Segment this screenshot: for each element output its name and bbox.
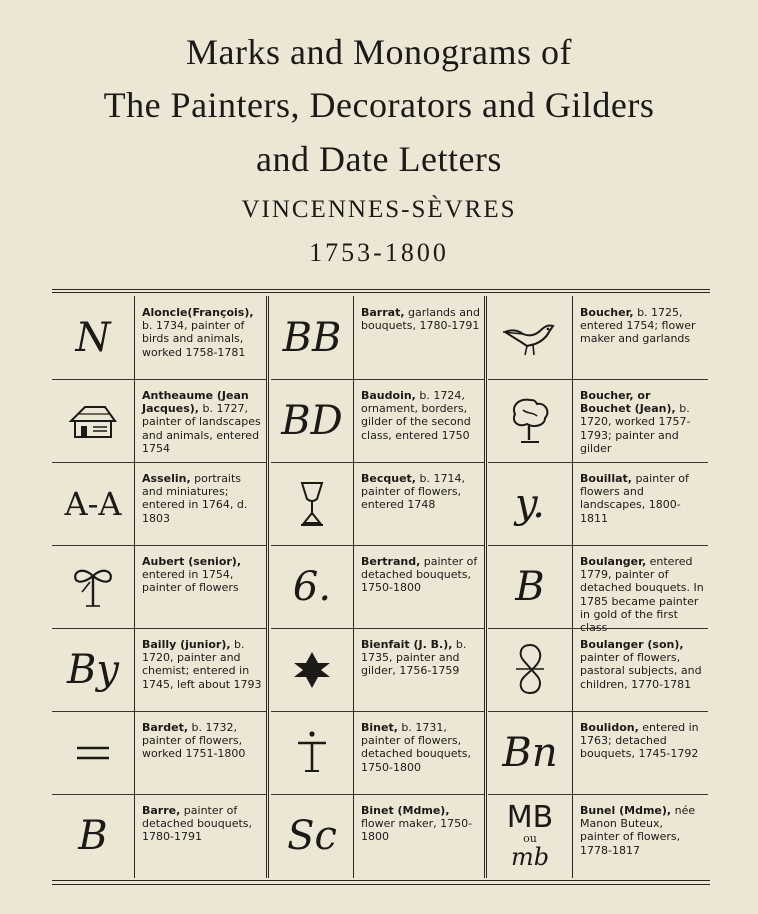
row-divider — [271, 628, 484, 629]
entry-name: Asselin, — [142, 472, 191, 485]
entry-detail: flower maker, 1750-1800 — [361, 817, 473, 844]
entry-description — [572, 711, 708, 794]
column-divider — [134, 296, 135, 878]
row-divider — [52, 379, 266, 380]
goblet-icon — [297, 479, 327, 529]
entry-description — [134, 711, 266, 794]
mark-text-ou: ou — [523, 831, 537, 845]
entry-detail: painter of flowers, pastoral subjects, and children, 1770-1781 — [580, 651, 702, 691]
mark-text-mb: mb — [510, 842, 550, 871]
mark-text: A-A — [64, 484, 122, 523]
row-divider — [52, 711, 266, 712]
entry-description — [134, 296, 266, 379]
row-divider — [271, 379, 484, 380]
bottom-rule — [52, 880, 710, 881]
row-divider — [271, 794, 484, 795]
mark-star-mark — [271, 628, 353, 711]
mark-text: By — [67, 646, 119, 693]
entry-detail: entered in 1754, painter of flowers — [142, 568, 239, 595]
mark-goblet-mark — [271, 462, 353, 545]
mark-script-BD-mark — [271, 379, 353, 462]
bottom-rule-inner — [52, 884, 710, 885]
entry-description — [353, 628, 484, 711]
subtitle: VINCENNES-SÈVRES — [241, 196, 517, 223]
entry-description — [134, 379, 266, 462]
mark-text: 6. — [292, 563, 332, 610]
row-divider — [488, 379, 708, 380]
entry-detail: b. 1714, painter of flowers, entered 1748 — [361, 472, 465, 512]
mark-script-Bn-mark — [488, 711, 572, 794]
entry-detail: b. 1720, worked 1757-1793; painter and gilder — [580, 402, 691, 455]
bird-icon — [501, 318, 559, 358]
mark-text: y. — [515, 480, 545, 527]
entry-detail: painter of detached bouquets, 1750-1800 — [361, 555, 478, 595]
entry-description — [353, 545, 484, 628]
row-divider — [488, 711, 708, 712]
entry-name: Baudoin, — [361, 389, 416, 402]
mark-text: N — [75, 314, 111, 361]
star-icon — [292, 650, 332, 690]
dotted-T-icon — [292, 729, 332, 777]
entry-detail: b. 1731, painter of flowers, detached bouquets, 1750-1800 — [361, 721, 472, 774]
entry-name: Barre, — [142, 804, 181, 817]
top-rule-inner — [52, 292, 710, 293]
entry-name: Boucher, — [580, 306, 634, 319]
entry-detail: entered 1779, painter of detached bouquets. In 1785 became painter in gold of the first class — [580, 555, 704, 635]
row-divider — [52, 545, 266, 546]
entry-detail: b. 1724, ornament, borders, gilder of the second class, entered 1750 — [361, 389, 471, 442]
mark-text: Bn — [502, 729, 558, 776]
row-divider — [52, 794, 266, 795]
entry-detail: b. 1725, entered 1754; flower maker and garlands — [580, 306, 696, 346]
entry-description — [572, 296, 708, 379]
entry-description — [353, 296, 484, 379]
entry-detail: garlands and bouquets, 1780-1791 — [361, 306, 480, 333]
entry-description — [134, 794, 266, 877]
mark-script-BB-mark — [271, 296, 353, 379]
entry-description — [134, 462, 266, 545]
entry-description — [353, 462, 484, 545]
entry-description — [353, 711, 484, 794]
mark-script-B-mark — [52, 794, 134, 877]
entry-description — [134, 628, 266, 711]
row-divider — [488, 628, 708, 629]
entry-name: Boulanger (son), — [580, 638, 684, 651]
entry-name: Bailly (junior), — [142, 638, 231, 651]
entry-name: Antheaume (Jean Jacques), — [142, 389, 249, 416]
entry-name: Boulanger, — [580, 555, 647, 568]
mark-text: B — [78, 812, 108, 859]
entry-description — [572, 379, 708, 462]
mark-text: B — [515, 563, 545, 610]
entry-name: Bienfait (J. B.), — [361, 638, 453, 651]
entry-name: Becquet, — [361, 472, 416, 485]
entry-name: Aloncle(François), — [142, 306, 254, 319]
entry-name: Boucher, or Bouchet (Jean), — [580, 389, 676, 416]
tree-icon — [507, 394, 553, 448]
entry-name: Bunel (Mdme), — [580, 804, 672, 817]
bow-cross-icon — [68, 562, 118, 612]
column-divider — [266, 296, 269, 878]
mark-text: BD — [281, 397, 343, 444]
entry-name: Aubert (senior), — [142, 555, 242, 568]
top-rule — [52, 289, 710, 290]
row-divider — [488, 462, 708, 463]
entry-detail: b. 1732, painter of flowers, worked 1751-1800 — [142, 721, 246, 761]
column-divider — [353, 296, 354, 878]
entry-name: Bertrand, — [361, 555, 421, 568]
row-divider — [488, 545, 708, 546]
row-divider — [52, 628, 266, 629]
entry-detail: entered in 1763; detached bouquets, 1745-1792 — [580, 721, 699, 761]
entry-detail: b. 1727, painter of landscapes and animals, entered 1754 — [142, 402, 261, 455]
mark-tree-mark — [488, 379, 572, 462]
entry-detail: painter of flowers and landscapes, 1800-1811 — [580, 472, 689, 525]
entry-name: Bardet, — [142, 721, 189, 734]
column-divider — [572, 296, 573, 878]
entry-name: Bouillat, — [580, 472, 632, 485]
mark-bow-cross-mark — [52, 545, 134, 628]
entry-description — [353, 379, 484, 462]
mark-script-By-mark — [52, 628, 134, 711]
mark-script-y-mark — [488, 462, 572, 545]
row-divider — [52, 462, 266, 463]
entry-detail: b. 1735, painter and gilder, 1756-1759 — [361, 638, 467, 678]
row-divider — [271, 462, 484, 463]
entry-detail: b. 1734, painter of birds and animals, worked 1758-1781 — [142, 319, 246, 359]
mark-dotted-T-mark — [271, 711, 353, 794]
entry-detail: portraits and miniatures; entered in 1764, d. 1803 — [142, 472, 248, 525]
title-line-3: and Date Letters — [256, 139, 502, 179]
marks-table — [52, 296, 710, 878]
date-range: 1753-1800 — [309, 238, 449, 267]
mark-six-mark — [271, 545, 353, 628]
title-line-2: The Painters, Decorators and Gilders — [103, 85, 655, 125]
mark-text: BB — [282, 314, 342, 361]
mark-bird-mark — [488, 296, 572, 379]
entry-description — [572, 794, 708, 877]
entry-name: Binet (Mdme), — [361, 804, 450, 817]
column-divider — [484, 296, 487, 878]
entry-description — [353, 794, 484, 877]
title-line-1: Marks and Monograms of — [186, 32, 572, 72]
mark-double-bar-mark — [52, 711, 134, 794]
mark-script-B-mark — [488, 545, 572, 628]
entry-description — [572, 545, 708, 635]
row-divider — [271, 711, 484, 712]
row-divider — [488, 794, 708, 795]
ampersand-icon — [510, 641, 550, 699]
entry-name: Barrat, — [361, 306, 405, 319]
mark-A-dot-A-mark — [52, 462, 134, 545]
entry-name: Binet, — [361, 721, 398, 734]
double-bar-icon — [73, 743, 113, 763]
mark-text-MB: MB — [506, 799, 554, 835]
mark-MB-ou-mb-mark — [488, 794, 572, 877]
mark-script-N-mark — [52, 296, 134, 379]
mark-cottage-mark — [52, 379, 134, 462]
cottage-icon — [65, 399, 121, 443]
entry-detail: née Manon Buteux, painter of flowers, 1778-1817 — [580, 804, 696, 857]
entry-detail: b. 1720, painter and chemist; entered in 1745, left about 1793 — [142, 638, 262, 691]
entry-detail: painter of detached bouquets, 1780-1791 — [142, 804, 253, 844]
mark-text: Sc — [287, 812, 337, 859]
mark-ampersand-mark — [488, 628, 572, 711]
entry-description — [572, 628, 708, 711]
entry-name: Boulidon, — [580, 721, 639, 734]
entry-description — [572, 462, 708, 545]
entry-description — [134, 545, 266, 628]
row-divider — [271, 545, 484, 546]
mark-script-Sc-mark — [271, 794, 353, 877]
